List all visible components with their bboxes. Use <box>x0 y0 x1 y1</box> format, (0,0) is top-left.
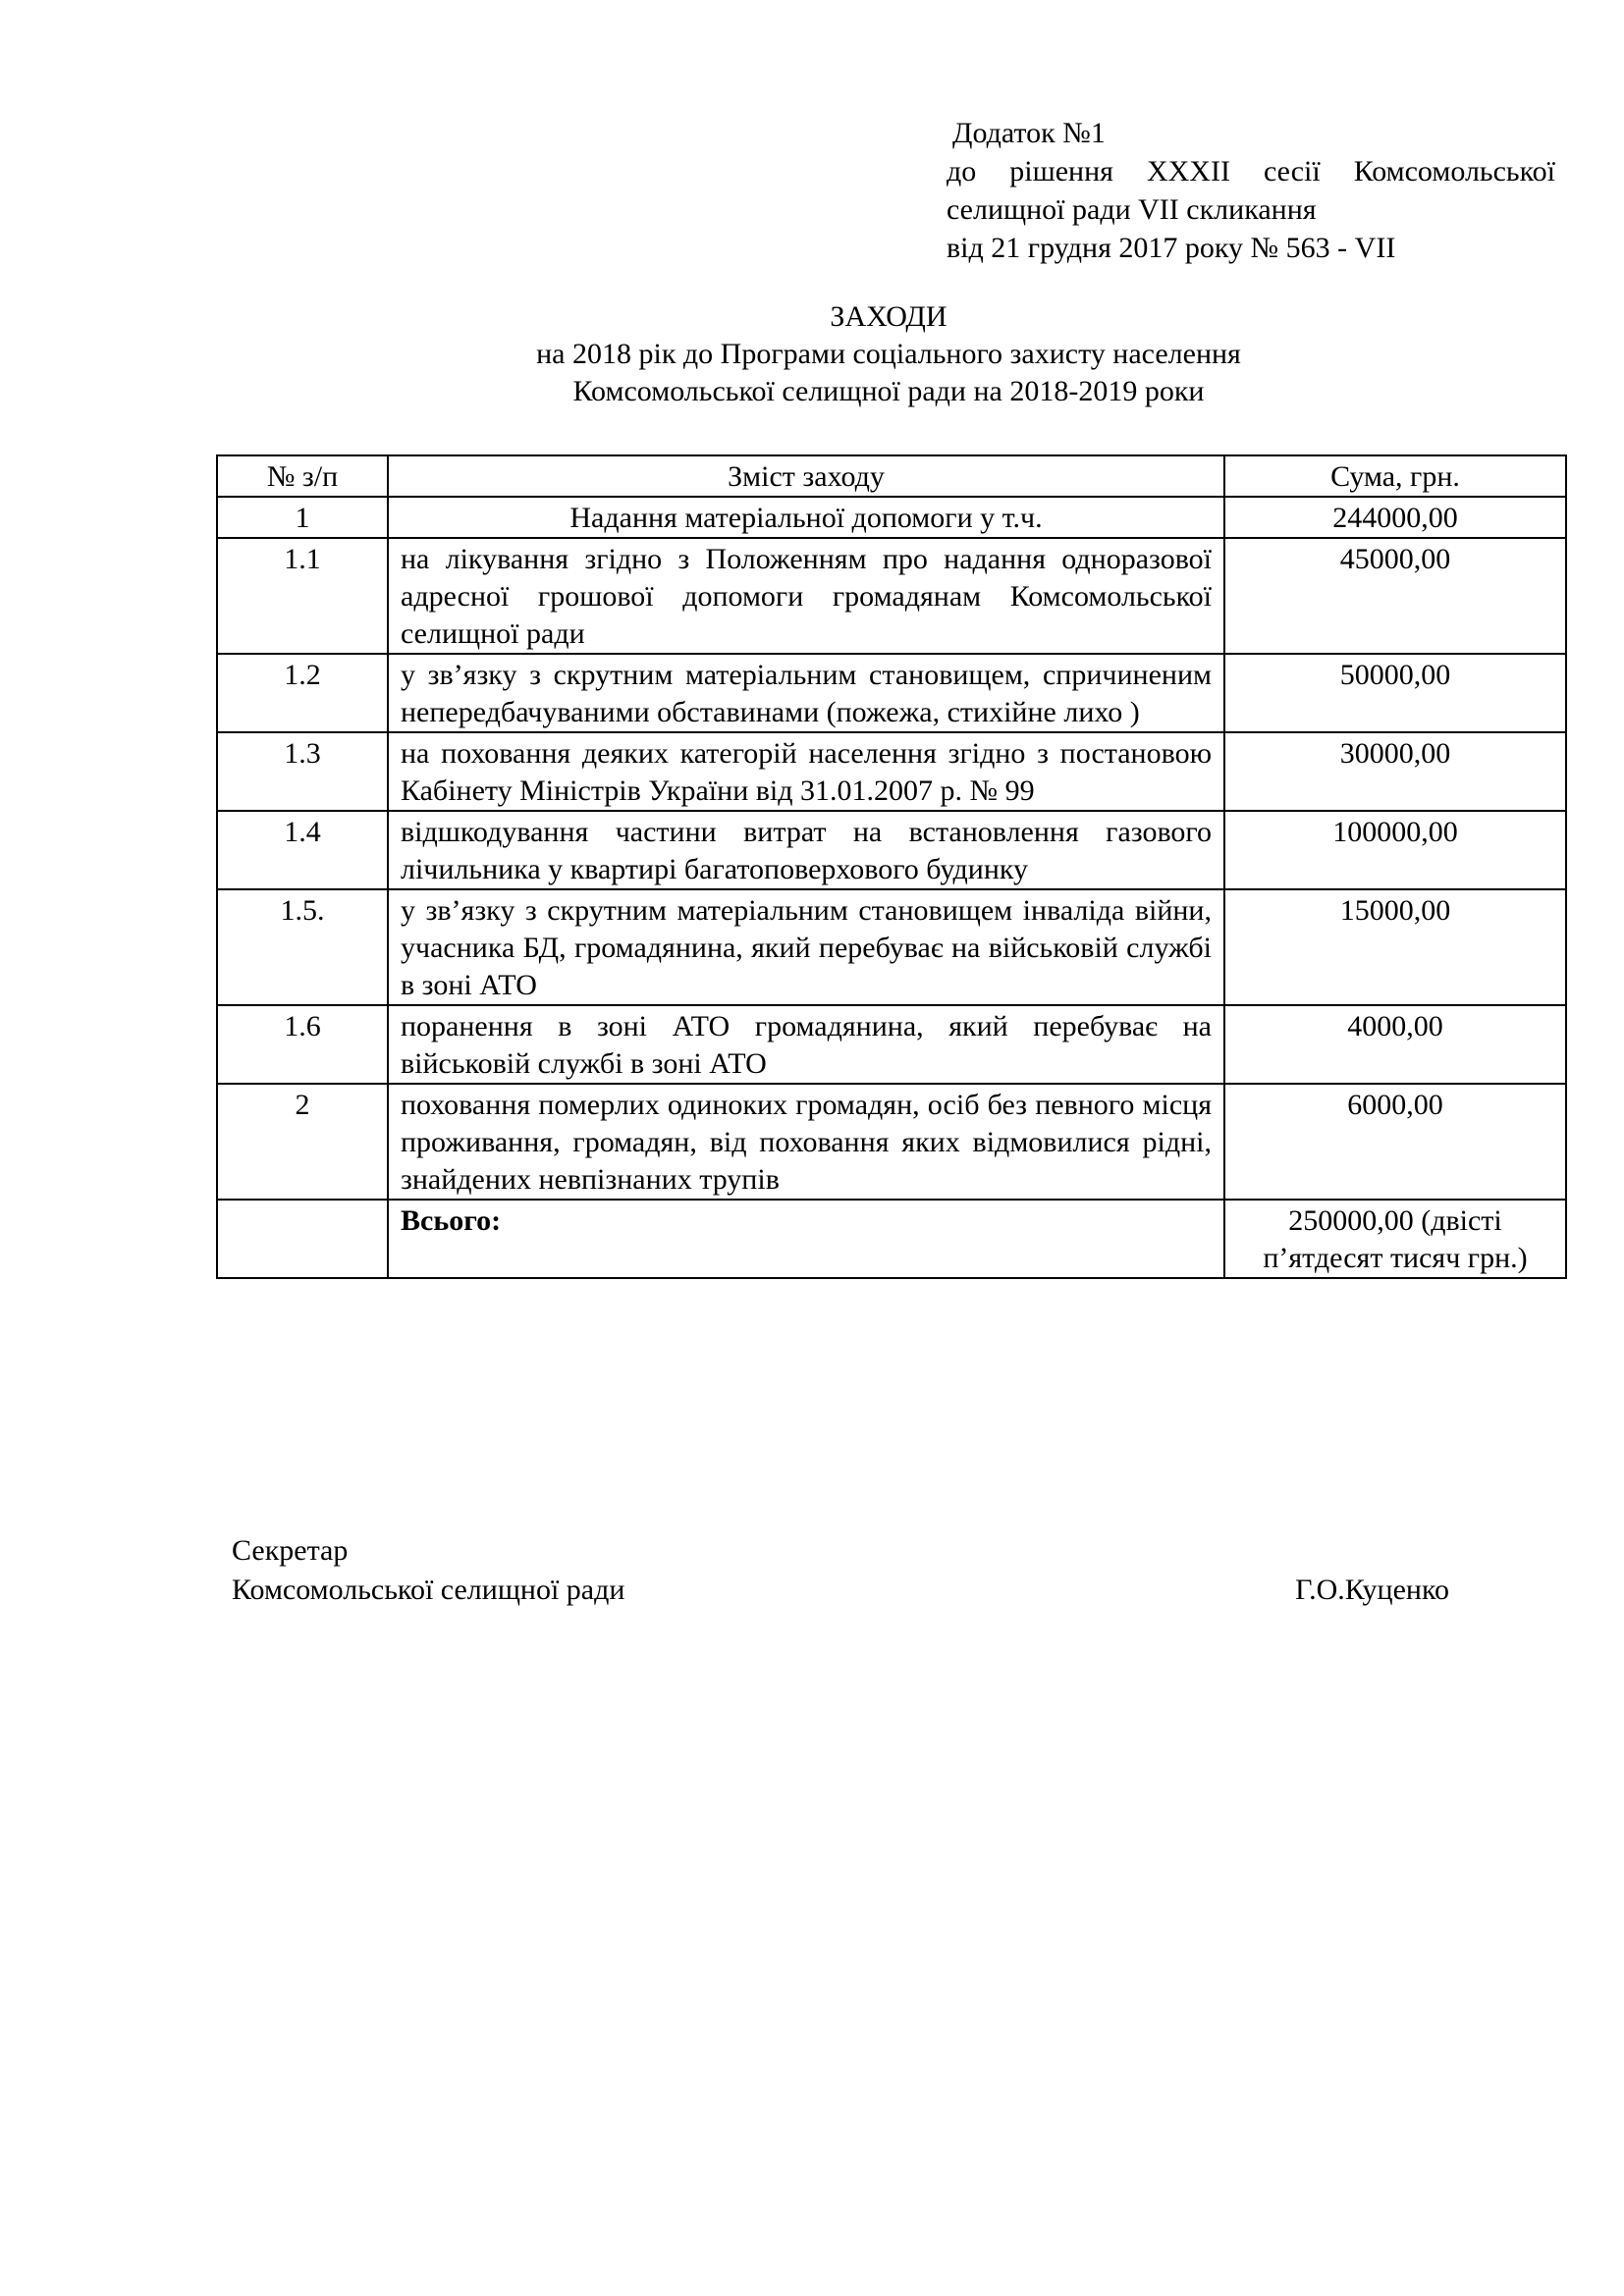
header-sum: Сума, грн. <box>1224 455 1566 497</box>
addendum-title: Додаток №1 <box>952 117 1106 149</box>
total-label: Всього: <box>388 1200 1224 1278</box>
row-num: 1.2 <box>217 654 388 732</box>
document-subtitle-line2: Комсомольської селищної ради на 2018-2019 роки <box>572 375 1205 407</box>
document-subtitle-line1: на 2018 рік до Програми соціального захисту населення <box>536 338 1241 370</box>
total-num-empty <box>217 1200 388 1278</box>
row-sum: 100000,00 <box>1224 811 1566 889</box>
document-heading <box>0 298 1624 410</box>
row-sum: 4000,00 <box>1224 1005 1566 1084</box>
row-num: 1.4 <box>217 811 388 889</box>
signature-name: Г.О.Куценко <box>1295 1574 1449 1606</box>
row-sum: 15000,00 <box>1224 889 1566 1005</box>
table-row <box>217 538 1566 654</box>
total-sum: 250000,00 (двісті п’ятдесят тисяч грн.) <box>1224 1200 1566 1278</box>
addendum-line-decision: до рішення XXXII сесії Комсомольської <box>947 155 1555 187</box>
row-num: 1.5. <box>217 889 388 1005</box>
table-row <box>217 732 1566 811</box>
row-sum: 45000,00 <box>1224 538 1566 654</box>
header-content: Зміст заходу <box>388 455 1224 497</box>
document-title: ЗАХОДИ <box>830 300 947 333</box>
signature-block <box>232 1531 1449 1610</box>
table-row <box>217 889 1566 1005</box>
row-content: Надання матеріальної допомоги у т.ч. <box>388 497 1224 538</box>
row-content: у зв’язку з скрутним матеріальним становищем, спричиненим непередбачуваними обставинами (пожежа, стихійне лихо ) <box>388 654 1224 732</box>
row-sum: 6000,00 <box>1224 1084 1566 1200</box>
addendum-line-date: від 21 грудня 2017 року № 563 - VII <box>947 232 1396 264</box>
signature-council: Комсомольської селищної ради <box>232 1574 625 1606</box>
row-num: 2 <box>217 1084 388 1200</box>
table-row <box>217 654 1566 732</box>
signature-row-council <box>232 1571 1449 1610</box>
signature-row-position <box>232 1531 1449 1571</box>
table-row <box>217 811 1566 889</box>
addendum-line-council: селищної ради VII скликання <box>947 193 1317 226</box>
row-content: на поховання деяких категорій населення згідно з постановою Кабінету Міністрів України від 31.01.2007 р. № 99 <box>388 732 1224 811</box>
row-num: 1 <box>217 497 388 538</box>
measures-table <box>216 454 1567 1279</box>
header-num: № з/п <box>217 455 388 497</box>
row-content: поранення в зоні АТО громадянина, який перебуває на військовій службі в зоні АТО <box>388 1005 1224 1084</box>
addendum-block <box>947 114 1555 267</box>
row-num: 1.6 <box>217 1005 388 1084</box>
table-row <box>217 497 1566 538</box>
table-header-row <box>217 455 1566 497</box>
table-row <box>217 1005 1566 1084</box>
row-sum: 30000,00 <box>1224 732 1566 811</box>
row-content: поховання померлих одиноких громадян, осіб без певного місця проживання, громадян, від поховання яких відмовилися рідні, знайдених невпізнаних трупів <box>388 1084 1224 1200</box>
row-content: у зв’язку з скрутним матеріальним становищем інваліда війни, учасника БД, громадянина, який перебуває на військовій службі в зоні АТО <box>388 889 1224 1005</box>
row-num: 1.3 <box>217 732 388 811</box>
row-sum: 50000,00 <box>1224 654 1566 732</box>
table-row <box>217 1084 1566 1200</box>
signature-position: Секретар <box>232 1534 349 1567</box>
row-content: на лікування згідно з Положенням про надання одноразової адресної грошової допомоги громадянам Комсомольської селищної ради <box>388 538 1224 654</box>
row-sum: 244000,00 <box>1224 497 1566 538</box>
row-num: 1.1 <box>217 538 388 654</box>
row-content: відшкодування частини витрат на встановлення газового лічильника у квартирі багатоповерхового будинку <box>388 811 1224 889</box>
table-total-row <box>217 1200 1566 1278</box>
